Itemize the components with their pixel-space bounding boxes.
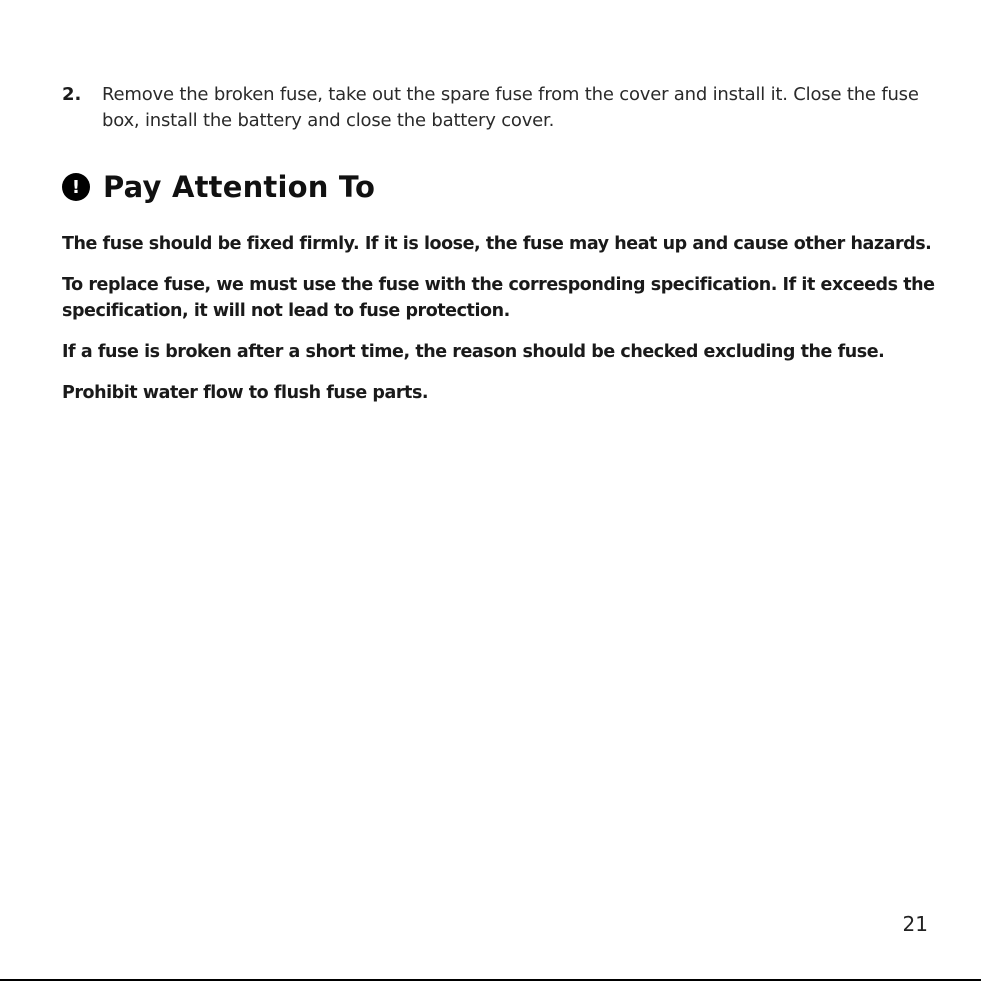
section-title: Pay Attention To [103,170,376,204]
attention-heading [62,170,375,204]
step-text: Remove the broken fuse, take out the spare fuse from the cover and install it. Close the fuse box, install the battery and close the battery cover. [102,84,919,131]
note-paragraph: The fuse should be fixed firmly. If it is loose, the fuse may heat up and cause other hazards. [62,234,932,254]
attention-notes [62,231,967,421]
exclamation-circle-icon: ! [62,173,90,201]
note-paragraph: If a fuse is broken after a short time, the reason should be checked excluding the fuse. [62,342,885,362]
page-number: 21 [902,912,928,936]
step-item [62,82,942,134]
note-paragraph: To replace fuse, we must use the fuse with the corresponding specification. If it exceeds the specification, it will not lead to fuse protection. [62,275,935,321]
step-number: 2. [62,84,82,105]
note-paragraph: Prohibit water flow to flush fuse parts. [62,383,429,403]
